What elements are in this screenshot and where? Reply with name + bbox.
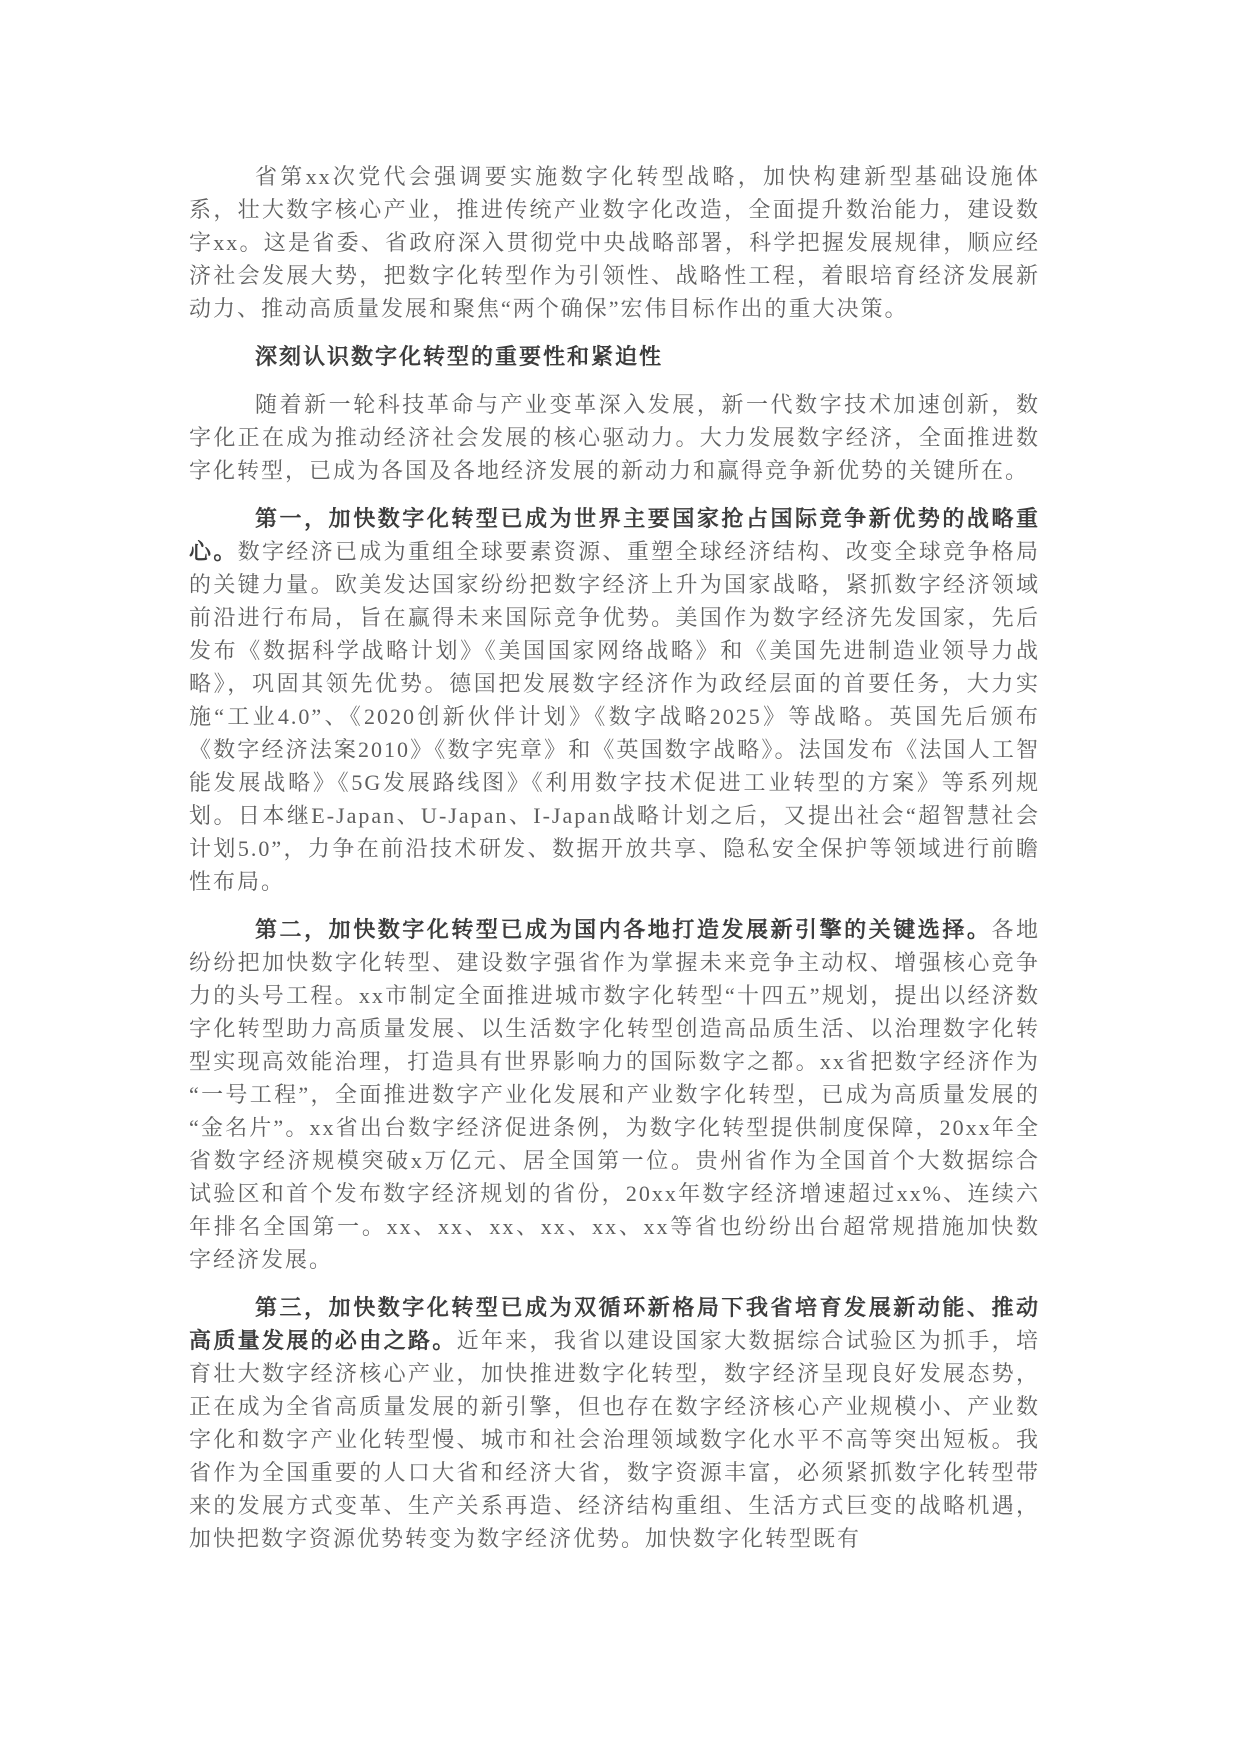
document-body	[189, 160, 1040, 1570]
point-3-body: 近年来，我省以建设国家大数据综合试验区为抓手，培育壮大数字经济核心产业，加快推进数字化转型，数字经济呈现良好发展态势，正在成为全省高质量发展的新引擎，但也存在数字经济核心产业规模小、产业数字化和数字产业化转型慢、城市和社会治理领域数字化水平不高等突出短板。我省作为全国重要的人口大省和经济大省，数字资源丰富，必须紧抓数字化转型带来的发展方式变革、生产关系再造、经济结构重组、生活方式巨变的战略机遇，加快把数字资源优势转变为数字经济优势。加快数字化转型既有	[189, 1328, 1040, 1551]
point-2-lead: 第二，加快数字化转型已成为国内各地打造发展新引擎的关键选择。	[255, 917, 992, 942]
intro-paragraph: 随着新一轮科技革命与产业变革深入发展，新一代数字技术加速创新，数字化正在成为推动经济社会发展的核心驱动力。大力发展数字经济，全面推进数字化转型，已成为各国及各地经济发展的新动力和赢得竞争新优势的关键所在。	[189, 392, 1040, 483]
section-heading: 深刻认识数字化转型的重要性和紧迫性	[255, 344, 664, 369]
point-1-paragraph	[189, 502, 1040, 898]
point-3-paragraph	[189, 1291, 1040, 1555]
point-2-paragraph	[189, 913, 1040, 1276]
point-1-body: 数字经济已成为重组全球要素资源、重塑全球经济结构、改变全球竞争格局的关键力量。欧美发达国家纷纷把数字经济上升为国家战略，紧抓数字经济领域前沿进行布局，旨在赢得未来国际竞争优势。美国作为数字经济先发国家，先后发布《数据科学战略计划》《美国国家网络战略》和《美国先进制造业领导力战略》，巩固其领先优势。德国把发展数字经济作为政经层面的首要任务，大力实施“工业4.0”、《2020创新伙伴计划》《数字战略2025》等战略。英国先后颁布《数字经济法案2010》《数字宪章》和《英国数字战略》。法国发布《法国人工智能发展战略》《5G发展路线图》《利用数字技术促进工业转型的方案》等系列规划。日本继E-Japan、U-Japan、I-Japan战略计划之后，又提出社会“超智慧社会计划5.0”，力争在前沿技术研发、数据开放共享、隐私安全保护等领域进行前瞻性布局。	[189, 539, 1040, 894]
point-1-lead: 第一，加快数字化转型已成为世界主要国家抢占国际竞争新优势的战略重心。	[189, 506, 1040, 564]
point-3-lead: 第三，加快数字化转型已成为双循环新格局下我省培育发展新动能、推动高质量发展的必由之路。	[189, 1295, 1040, 1353]
opening-paragraph: 省第xx次党代会强调要实施数字化转型战略，加快构建新型基础设施体系，壮大数字核心产业，推进传统产业数字化改造，全面提升数治能力，建设数字xx。这是省委、省政府深入贯彻党中央战略部署，科学把握发展规律，顺应经济社会发展大势，把数字化转型作为引领性、战略性工程，着眼培育经济发展新动力、推动高质量发展和聚焦“两个确保”宏伟目标作出的重大决策。	[189, 164, 1040, 321]
point-2-body: 各地纷纷把加快数字化转型、建设数字强省作为掌握未来竞争主动权、增强核心竞争力的头号工程。xx市制定全面推进城市数字化转型“十四五”规划，提出以经济数字化转型助力高质量发展、以生活数字化转型创造高品质生活、以治理数字化转型实现高效能治理，打造具有世界影响力的国际数字之都。xx省把数字经济作为“一号工程”，全面推进数字产业化发展和产业数字化转型，已成为高质量发展的“金名片”。xx省出台数字经济促进条例，为数字化转型提供制度保障，20xx年全省数字经济规模突破x万亿元、居全国第一位。贵州省作为全国首个大数据综合试验区和首个发布数字经济规划的省份，20xx年数字经济增速超过xx%、连续六年排名全国第一。xx、xx、xx、xx、xx、xx等省也纷纷出台超常规措施加快数字经济发展。	[189, 917, 1040, 1272]
